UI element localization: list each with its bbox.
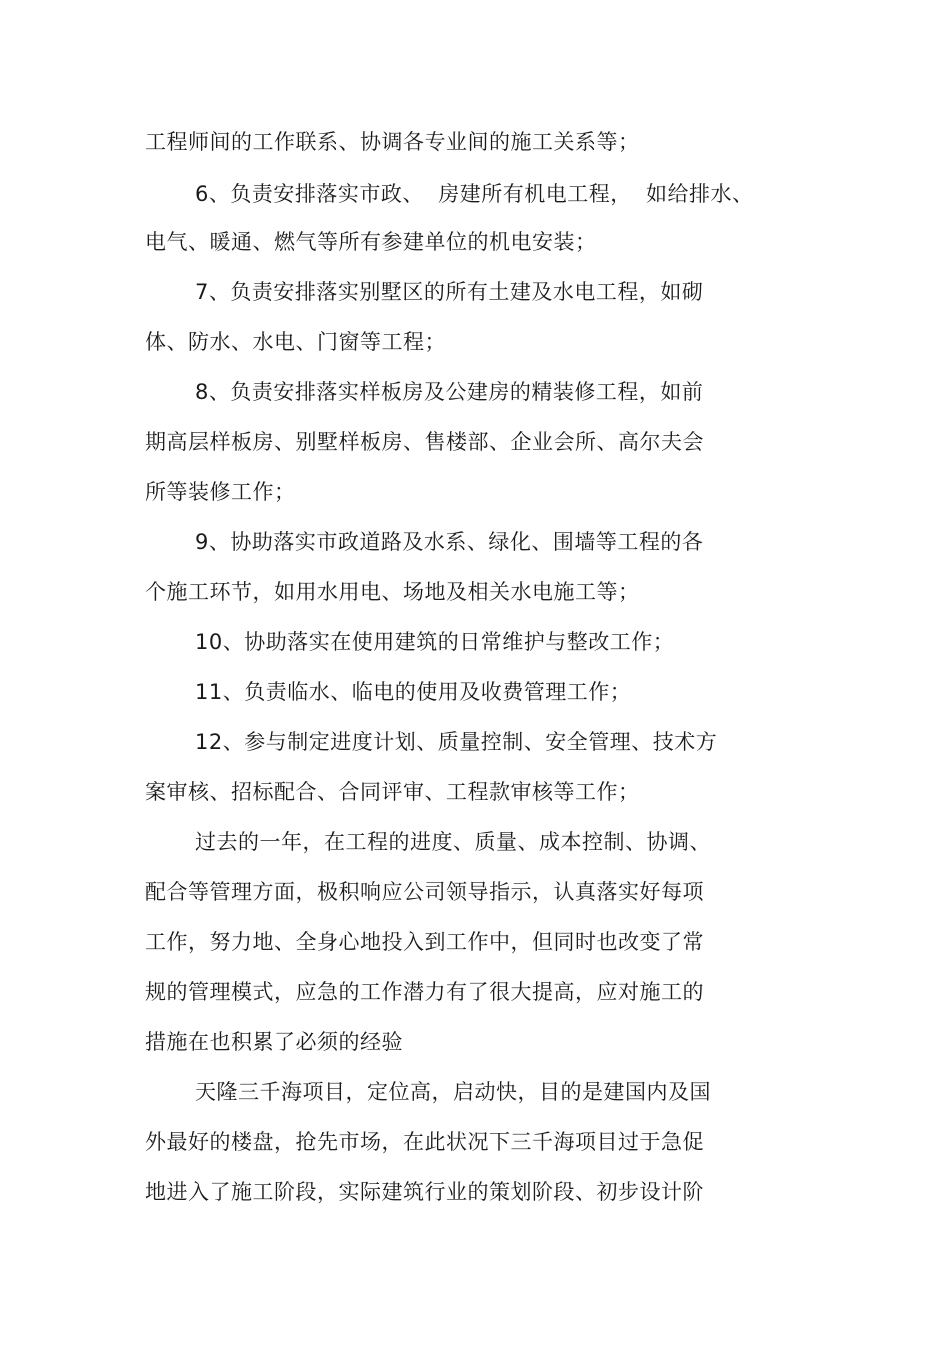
text-line: 工程师间的工作联系、协调各专业间的施工关系等；	[145, 130, 640, 154]
text-line: 外最好的楼盘，抢先市场，在此状况下三千海项目过于急促	[145, 1130, 704, 1154]
text-line: 期高层样板房、别墅样板房、售楼部、企业会所、高尔夫会	[145, 430, 704, 454]
text-line: 措施在也积累了必须的经验	[145, 1030, 403, 1054]
text-line: 6、负责安排落实市政、 房建所有机电工程， 如给排水、	[195, 182, 754, 206]
text-line: 9、协助落实市政道路及水系、绿化、围墙等工程的各	[195, 530, 704, 554]
text-line: 7、负责安排落实别墅区的所有土建及水电工程，如砌	[195, 280, 704, 304]
text-line: 过去的一年，在工程的进度、质量、成本控制、协调、	[195, 830, 711, 854]
text-line: 案审核、招标配合、合同评审、工程款审核等工作；	[145, 780, 640, 804]
text-line: 配合等管理方面，极积响应公司领导指示，认真落实好每项	[145, 880, 704, 904]
text-line: 8、负责安排落实样板房及公建房的精装修工程，如前	[195, 380, 704, 404]
text-line: 体、防水、水电、门窗等工程；	[145, 330, 446, 354]
text-line: 地进入了施工阶段，实际建筑行业的策划阶段、初步设计阶	[145, 1180, 704, 1204]
text-line: 个施工环节，如用水用电、场地及相关水电施工等；	[145, 580, 640, 604]
text-line: 11、负责临水、临电的使用及收费管理工作；	[195, 680, 632, 704]
text-line: 所等装修工作；	[145, 480, 296, 504]
text-line: 电气、暖通、燃气等所有参建单位的机电安装；	[145, 230, 597, 254]
text-line: 10、协助落实在使用建筑的日常维护与整改工作；	[195, 630, 675, 654]
text-line: 规的管理模式，应急的工作潜力有了很大提高，应对施工的	[145, 980, 704, 1004]
text-line: 12、参与制定进度计划、质量控制、安全管理、技术方	[195, 730, 718, 754]
text-line: 天隆三千海项目，定位高，启动快，目的是建国内及国	[195, 1080, 711, 1104]
text-line: 工作，努力地、全身心地投入到工作中，但同时也改变了常	[145, 930, 704, 954]
